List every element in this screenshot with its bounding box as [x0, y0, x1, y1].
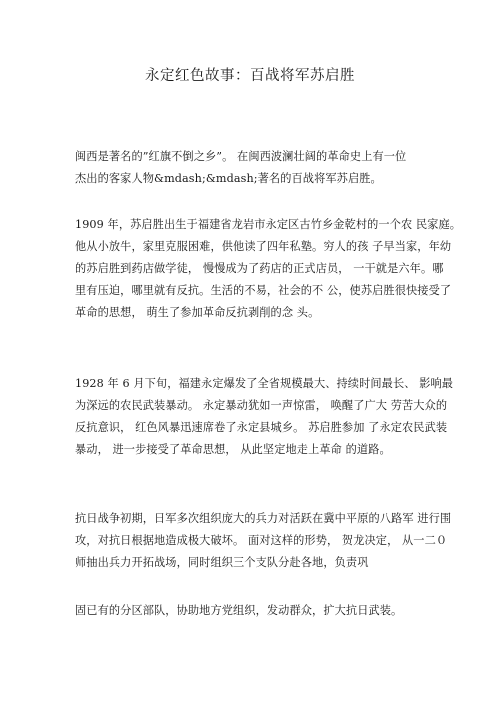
- paragraph-uprising: [75, 373, 454, 461]
- text-line: 里有压迫，哪里就有反抗。生活的不易，社会的不 公，使苏启胜很快接受了: [75, 284, 452, 297]
- text-line: 闽西是著名的”红旗不倒之乡”。 在闽西波澜壮阔的革命史上有一位: [75, 150, 407, 163]
- text-line: 抗日战争初期，日军多次组织庞大的兵力对活跃在冀中平原的八路军 进行围: [75, 512, 452, 525]
- text-line: 革命的思想， 萌生了参加革命反抗剥削的念 头。: [75, 306, 320, 319]
- page-title: 永定红色故事：百战将军苏启胜: [145, 68, 355, 84]
- text-line: 暴动， 进一步接受了革命思想， 从此坚定地走上革命 的道路。: [75, 443, 391, 456]
- paragraph-war: [75, 508, 452, 574]
- text-line: 1928 年 6 月下旬，福建永定爆发了全省规模最大、持续时间最长、 影响最: [75, 377, 454, 390]
- text-line: 反抗意识， 红色风暴迅速席卷了永定县城乡。 苏启胜参加 了永定农民武装: [75, 421, 448, 434]
- text-line: 他从小放牛，家里克服困难，供他读了四年私塾。穷人的孩 子早当家，年幼: [75, 240, 452, 253]
- paragraph-intro: [75, 146, 435, 190]
- text-line: 的苏启胜到药店做学徒， 慢慢成为了药店的正式店员， 一干就是六年。哪: [75, 262, 444, 275]
- text-line: 1909 年，苏启胜出生于福建省龙岩市永定区古竹乡金乾村的一个农 民家庭。: [75, 218, 462, 231]
- text-line: 为深远的农民武装暴动。 永定暴动犹如一声惊雷， 唤醒了广大 劳苦大众的: [75, 399, 448, 412]
- text-line: 攻，对抗日根据地造成极大破坏。 面对这样的形势， 贺龙决定， 从一二０: [75, 534, 448, 547]
- text-line: 师抽出兵力开拓战场，同时组织三个支队分赴各地，负责巩: [75, 556, 369, 569]
- paragraph-war-continued: [75, 600, 435, 622]
- text-line: 固已有的分区部队，协助地方党组织，发动群众，扩大抗日武装。: [75, 604, 403, 617]
- paragraph-birth: [75, 214, 462, 324]
- text-line: 杰出的客家人物&mdash;&mdash;著名的百战将军苏启胜。: [75, 172, 382, 185]
